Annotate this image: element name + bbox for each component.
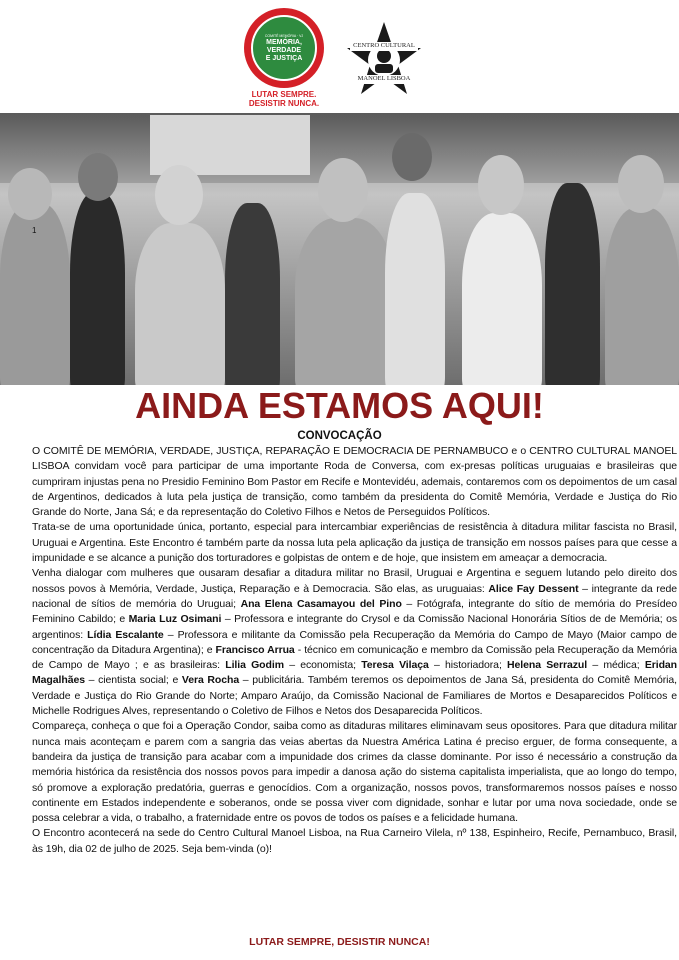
- seal-small-text: COMITÊ MEMÓRIA · VJ: [264, 33, 304, 38]
- footnote-mark: 1: [32, 226, 37, 235]
- memoria-verdade-justica-logo: [238, 8, 334, 112]
- paragraph-invitation: O COMITÊ DE MEMÓRIA, VERDADE, JUSTIÇA, REPARAÇÃO E DEMOCRACIA DE PERNAMBUCO e o CENTRO CULTURAL MANOEL LISBOA convidam você para participar de uma importante Roda de Conversa, com ex-presas políticas uruguaias e brasileiras que cumpriram injustas pena no Presidio Feminino Bom Pastor em Recife e Montevidéu, ademais, contaremos com os depoimentos de um casal de Argentinos, dedicados à luta pela justiça de transição, como também da presidenta do Comitê Memória, Verdade e Justiça do Rio Grande do Norte, Jana Sá; e da representação do Coletivo Filhos e Netos de Perseguidos Políticos.: [32, 445, 677, 519]
- speaker-name: Ana Elena Casamayou del Pino: [240, 597, 402, 610]
- speaker-name: Maria Luz Osimani: [128, 613, 222, 626]
- seal-line-2: VERDADE: [266, 46, 302, 54]
- speaker-name: Lilia Godim: [225, 659, 284, 672]
- centro-cultural-manoel-lisboa-logo: [344, 20, 424, 100]
- paragraph-speakers: Venha dialogar com mulheres que ousaram desafiar a ditadura militar no Brasil, Uruguai e Argentina e seguem lutando pelo direito dos nossos povos à Memória, Verdade, Justiça, Reparação e à Democracia. São elas, as uruguaias: Alice Fay Dessent – integrante da rede nacional de sítios de memória do Uruguai; Ana Elena Casamayou del Pino – Fotógrafa, integrante do sítio de memória do Presídeo Feminino Cabildo; e Maria Luz Osimani – Professora e integrante do Crysol e da Comissão Nacional Honorária Sítios de de Memória; os argentinos: Lídia Escalante – Professora e militante da Comissão pela Recuperação da Memória do Campo de Mayo (Maior campo de concentração da Ditadura Argentina); e Francisco Arrua - técnico em comunicação e membro da Comissão pela Recuperação da Memória de Campo de Mayo ; e as brasileiras: Lilia Godim – economista; Teresa Vilaça – historiadora; Helena Serrazul – médica; Eridan Magalhães – cientista social; e Vera Rocha – publicitária. Também teremos os depoimentos de Jana Sá, presidenta do Comitê Memória, Verdade e Justiça do Rio Grande do Norte; Amparo Araújo, da Comissão Nacional de Familiares de Mortos e Desaparecidos Políticos e Michelle Rodrigues Alves, representando o Coletivo de Filhos e Netos dos Desaparecida Políticos.: [32, 567, 678, 718]
- logo-slogan: [238, 90, 330, 108]
- speaker-name: Vera Rocha: [181, 674, 240, 687]
- ccml-bottom-text: MANOEL LISBOA: [357, 75, 411, 82]
- page-subtitle: CONVOCAÇÃO: [297, 430, 382, 442]
- page-title: AINDA ESTAMOS AQUI!: [135, 385, 544, 426]
- speaker-name: Lídia Escalante: [87, 628, 164, 641]
- logo-slogan-line-2: DESISTIR NUNCA.: [248, 99, 320, 108]
- paragraph-condor: Compareça, conheça o que foi a Operação Condor, saiba como as ditaduras militares eliminavam seus opositores. Para que ditadura militar nunca mais aconteçam e parem com a sangria das veias abertas da Nuestra América Latina é preciso erguer, de forma consequente, a bandeira da justiça de transição para acabar com a impunidade dos crimes da classe dominante. Por isso é necessário a construção da memória histórica da resistência dos nossos povos para impedir a danosa ação do sistema capitalista imperialista, que ao longo do tempo, só promove a exploração predatória, guerras e genocídios. Com a organização, nossos povos, transformaremos nossos países e nosso continente em Estados independente e soberanos, onde se possa viver com dignidade, sonhar e lutar por uma nova sociedade, onde se possa celebrar a vida, o trabalho, a fraternidade entre os povos de todos os países e a felicidade humana.: [32, 720, 677, 825]
- ccml-top-text: CENTRO CULTURAL: [353, 42, 415, 49]
- star-emblem-icon: [344, 20, 424, 100]
- seal-line-3: E JUSTIÇA: [265, 54, 303, 62]
- protest-photo: [0, 113, 679, 385]
- speaker-name: Eridan Magalhães: [32, 659, 678, 687]
- paragraph-opportunity: Trata-se de uma oportunidade única, portanto, especial para intercambiar experiências de resistência à ditadura militar fascista no Brasil, Uruguai e Argentina. Este Encontro é também parte da nossa luta pela aplicação da justiça de transição em nossos países para que cesse a impunidade e se alcance a punição dos torturadores e golpistas de ontem e de hoje, que insistem em ameaçar a democracia.: [32, 521, 677, 565]
- speaker-name: Francisco Arrua: [215, 643, 295, 656]
- speaker-name: Alice Fay Dessent: [488, 582, 579, 595]
- seal-icon: [244, 8, 324, 88]
- speaker-name: Teresa Vilaça: [361, 659, 429, 672]
- footer-slogan: LUTAR SEMPRE, DESISTIR NUNCA!: [249, 936, 430, 948]
- speaker-name: Helena Serrazul: [507, 659, 588, 672]
- letter-body: [32, 444, 677, 857]
- seal-line-1: MEMÓRIA,: [266, 38, 302, 46]
- paragraph-venue: O Encontro acontecerá na sede do Centro Cultural Manoel Lisboa, na Rua Carneiro Vilela, nº 138, Espinheiro, Recife, Pernambuco, Brasil, às 19h, dia 02 de julho de 2025. Seja bem-vinda (o)!: [32, 827, 677, 855]
- logo-slogan-line-1: LUTAR SEMPRE.: [251, 90, 317, 99]
- header-logos: [0, 6, 679, 110]
